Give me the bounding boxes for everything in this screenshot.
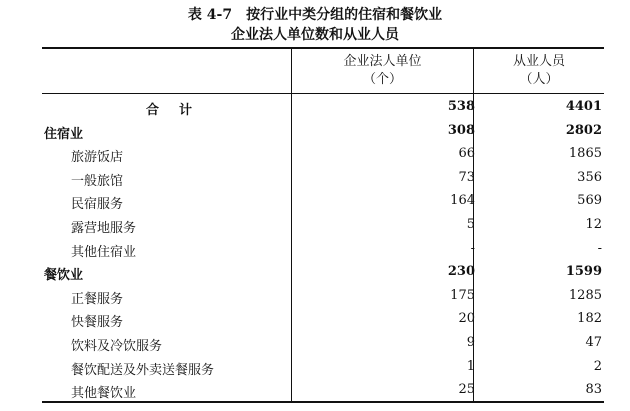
row-label: 民宿服务 (71, 197, 124, 213)
row-label: 住宿业 (44, 126, 84, 142)
row-employees: 182 (577, 311, 602, 327)
row-units: 308 (447, 122, 475, 138)
table-row-total (42, 96, 604, 120)
table-row (42, 379, 604, 403)
row-units: - (470, 240, 475, 256)
row-employees: 1865 (568, 146, 602, 162)
row-units: 73 (458, 169, 475, 185)
table-row (42, 214, 604, 238)
row-units: 25 (458, 382, 475, 398)
row-label: 旅游饭店 (71, 150, 124, 166)
row-units: 5 (466, 216, 475, 232)
row-units: 1 (466, 358, 475, 374)
row-label: 快餐服务 (71, 315, 124, 331)
top-rule (42, 47, 604, 49)
row-label: 露营地服务 (71, 220, 137, 236)
table-row (42, 308, 604, 332)
row-units: 164 (450, 193, 475, 209)
row-units: 9 (466, 334, 475, 350)
table-row-category (42, 261, 604, 285)
row-label: 正餐服务 (71, 291, 124, 307)
row-label: 合计 (146, 103, 213, 118)
row-employees: 2 (593, 358, 602, 374)
header-employees-unit: （人） (519, 72, 559, 87)
row-units: 230 (447, 264, 475, 280)
row-employees: 12 (585, 216, 602, 232)
header-units (292, 53, 473, 89)
table-row (42, 332, 604, 356)
table-row (42, 143, 604, 167)
row-label: 餐饮业 (44, 268, 84, 284)
row-units: 20 (458, 311, 475, 327)
table-row-category (42, 120, 604, 144)
table-row (42, 167, 604, 191)
row-label: 一般旅馆 (71, 173, 124, 189)
row-units: 175 (450, 287, 475, 303)
row-employees: - (597, 240, 602, 256)
header-rule (42, 93, 604, 94)
row-units: 538 (447, 99, 475, 114)
table-row (42, 356, 604, 380)
row-label: 其他餐饮业 (71, 386, 137, 402)
row-employees: 47 (585, 334, 602, 350)
row-employees: 356 (577, 169, 602, 185)
header-units-unit: （个） (362, 72, 402, 87)
header-employees-label: 从业人员 (512, 54, 565, 69)
header-units-label: 企业法人单位 (343, 54, 422, 69)
row-employees: 83 (585, 382, 602, 398)
row-label: 其他住宿业 (71, 244, 137, 260)
row-employees: 4401 (565, 99, 602, 114)
row-employees: 1599 (565, 264, 602, 280)
header-employees (474, 53, 604, 89)
row-employees: 1285 (568, 287, 602, 303)
table-body (42, 96, 604, 403)
table-row (42, 285, 604, 309)
row-employees: 2802 (565, 122, 602, 138)
row-label: 饮料及冷饮服务 (71, 338, 163, 354)
table-title-line-1: 表 4-7 按行业中类分组的住宿和餐饮业 (187, 7, 443, 23)
table-title-line-2: 企业法人单位数和从业人员 (231, 27, 399, 43)
row-units: 66 (458, 146, 475, 162)
row-label: 餐饮配送及外卖送餐服务 (71, 362, 215, 378)
table-row (42, 190, 604, 214)
row-employees: 569 (577, 193, 602, 209)
table-row (42, 238, 604, 262)
